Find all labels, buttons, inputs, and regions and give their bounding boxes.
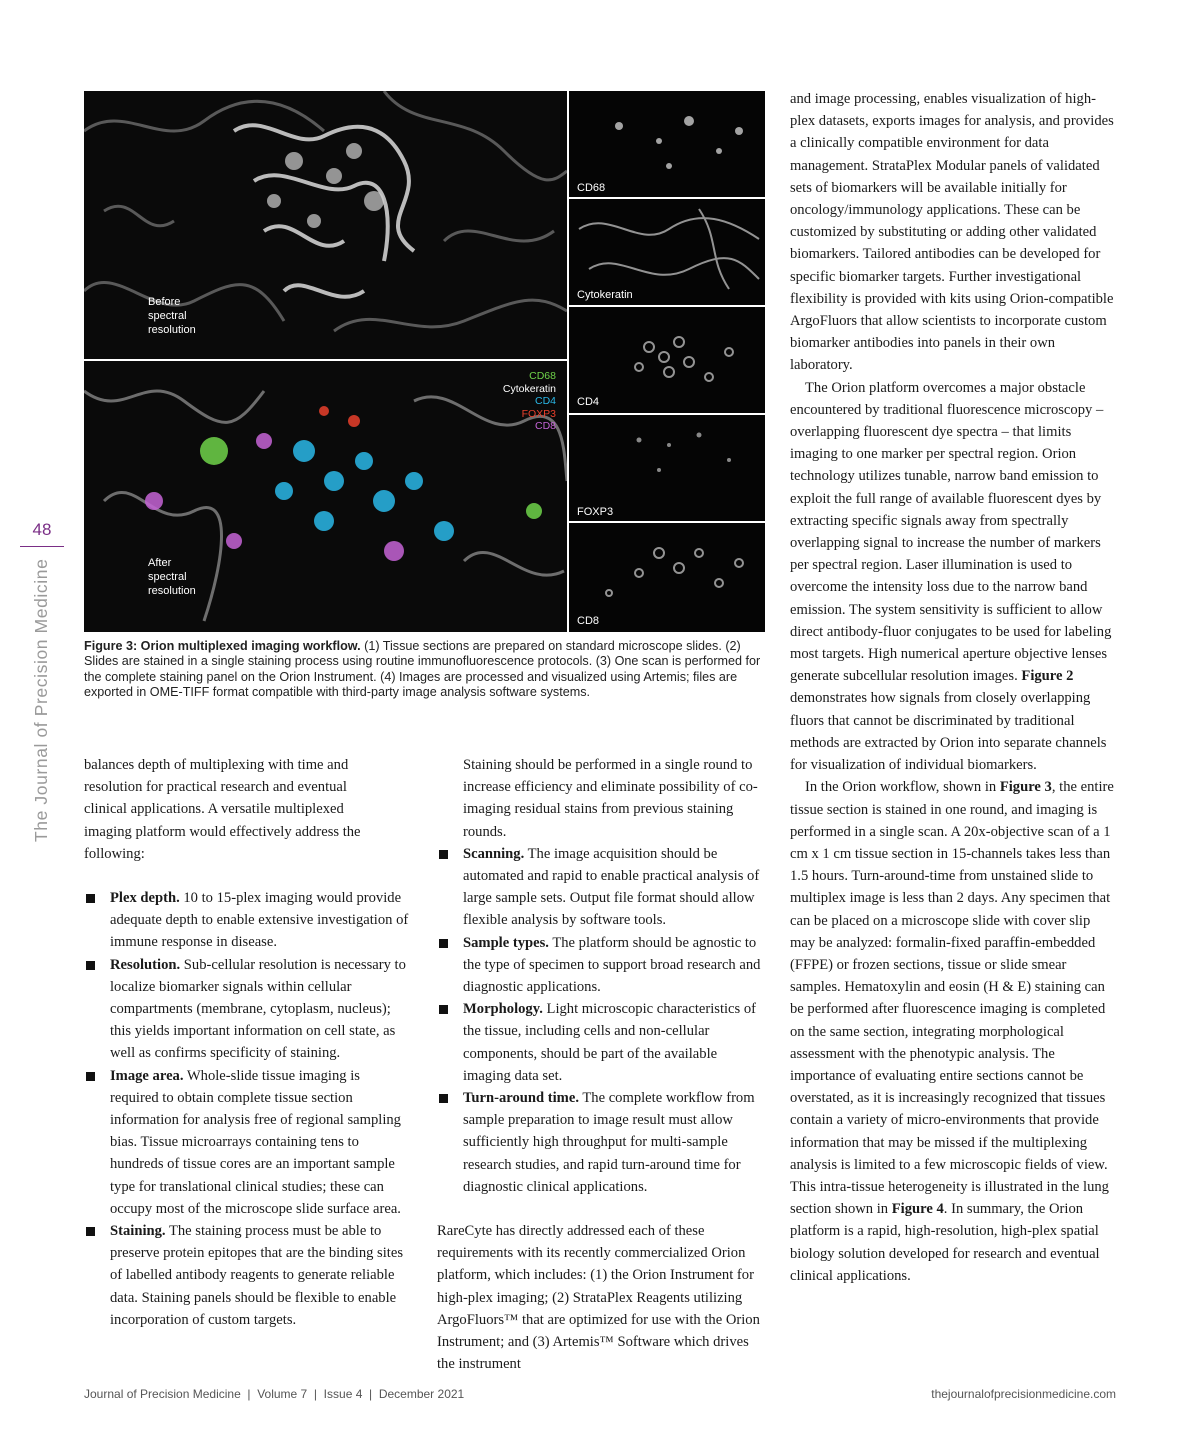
footer-website: thejournalofprecisionmedicine.com — [931, 1387, 1116, 1401]
page-number-rule — [20, 546, 64, 547]
figure-legend: CD68 Cytokeratin CD4 FOXP3 CD8 — [502, 370, 556, 433]
label-after-spectral: After spectral resolution — [148, 557, 196, 597]
text-column-2 — [437, 754, 763, 1375]
channel-panel-cytokeratin — [569, 199, 765, 305]
text-column-1 — [84, 754, 410, 1331]
page-number: 48 — [32, 520, 52, 539]
list-item: Staining. The staining process must be able to preserve protein epitopes that are the binding sites of labelled antibody reagents to generate reliable data. Staining panels should be flexible to enable incorporation of custom targets. — [84, 1220, 410, 1331]
channel-label-cd68: CD68 — [577, 182, 606, 194]
channel-label-cd4: CD4 — [577, 396, 600, 408]
figure-3-image — [84, 91, 765, 632]
footer-issue-info: Journal of Precision Medicine | Volume 7 | Issue 4 | December 2021 — [84, 1387, 465, 1401]
channel-panel-cd4 — [569, 307, 765, 413]
journal-vertical-title: The Journal of Precision Medicine — [31, 558, 51, 842]
col2-continued: Staining should be performed in a single round to increase efficiency and eliminate possibility of co-imaging residual stains from previous staining rounds. — [463, 757, 758, 840]
channel-label-foxp3: FOXP3 — [577, 506, 614, 518]
list-item: Image area. Whole-slide tissue imaging is required to obtain complete tissue section information for analysis free of regional sampling bias. Tissue microarrays containing tens to hundreds of tissue cores are an important sample type for translational clinical studies; these can occupy most of the microscope slide surface area. — [84, 1065, 410, 1220]
list-item: Scanning. The image acquisition should be automated and rapid to enable practical analysis of large sample sets. Output file format should allow flexible analysis by software tools. — [437, 843, 763, 932]
col1-intro: balances depth of multiplexing with time and resolution for practical research and eventual clinical applications. A versatile multiplexed imaging platform would effectively address the following: — [84, 757, 361, 862]
list-item: Morphology. Light microscopic characteristics of the tissue, including cells and non-cellular components, should be part of the available imaging data set. — [437, 998, 763, 1087]
col2-requirements-list — [437, 843, 763, 1198]
caption-body: (1) Tissue sections are prepared on standard microscope slides. (2) Slides are stained in a single staining process using routine immunofluorescence protocols. (3) One scan is performed for the complete staining panel on the Orion Instrument. (4) Images are processed and visualized using Artemis; files are exported in OME-TIFF format compatible with third-party image analysis software systems. — [84, 639, 761, 700]
list-item: Turn-around time. The complete workflow from sample preparation to image result must allow sufficiently high throughput for multi-sample research studies, and rapid turn-around time for diagnostic clinical applications. — [437, 1087, 763, 1198]
col3-paragraph-1: and image processing, enables visualization of high-plex datasets, exports images for analysis, and provides a clinically compatible environment for data management. StrataPlex Modular panels of validated sets of biomarkers will be available initially for oncology/immunology applications. These can be customized by substituting or adding other validated biomarkers. Tailored antibodies can be developed for specific biomarker targets. Further investigational flexibility is provided with kits using Orion-compatible ArgoFluors that allow scientists to incorporate custom biomarker antibodies into panels in their own laboratory. — [790, 91, 1114, 374]
channel-label-cytokeratin: Cytokeratin — [577, 289, 633, 301]
page-number-block — [20, 520, 64, 547]
caption-title: Figure 3: Orion multiplexed imaging workflow. — [84, 639, 361, 653]
list-item: Resolution. Sub-cellular resolution is necessary to localize biomarker signals within cellular compartments (membrane, cytoplasm, nucleus); this yields important information on cell state, as well as confirms specificity of staining. — [84, 954, 410, 1065]
col3-paragraph-3: In the Orion workflow, shown in Figure 3, the entire tissue section is stained in one round, and imaging is performed in a single scan. A 20x-objective scan of a 1 cm x 1 cm tissue section in 15-channels takes less than 1.5 hours. Turn-around-time from unstained slide to multiplex image is less than 2 days. Any specimen that can be placed on a microscope slide with cover slip may be analyzed: formalin-fixed paraffin-embedded (FFPE) or frozen sections, tissue or slide smear samples. Hematoxylin and eosin (H & E) staining can be performed after fluorescence imaging is completed on the same section, integrating morphological assessment with the phenotypic analysis. The importance of evaluating entire sections cannot be overstated, as it is increasingly recognized that tissues contain a variety of micro-environments that provide information that may be missed if the multiplexing analysis is limited to a few microscopic fields of view. This intra-tissue heterogeneity is illustrated in the lung section shown in Figure 4. In summary, the Orion platform is a rapid, high-resolution, high-plex spatial biology solution developed for research and eventual clinical applications. — [790, 779, 1114, 1284]
figure-caption — [84, 639, 764, 701]
col3-paragraph-2: The Orion platform overcomes a major obstacle encountered by traditional fluorescence microscopy – overlapping fluorescent dye spectra – that limits imaging to one marker per spectral region. Orion technology utilizes tunable, narrow band emission to exploit the full range of available fluorescent dyes by extracting specific signals away from spectrally overlapping signal to increase the number of markers per spectral region. Laser illumination is used to overcome the intensity loss due to the narrow band emission. The system sensitivity is sufficient to allow direct antibody-fluor conjugates to be used for labeling most targets. High numerical aperture objective lenses generate subcellular resolution images. Figure 2 demonstrates how signals from closely overlapping fluors that cannot be discriminated by traditional methods are extracted by Orion into separate channels for visualization of individual biomarkers. — [790, 379, 1112, 774]
label-before-spectral: Before spectral resolution — [148, 296, 196, 336]
list-item: Sample types. The platform should be agnostic to the type of specimen to support broad research and diagnostic applications. — [437, 932, 763, 999]
channel-panel-cd68 — [569, 91, 765, 197]
col1-requirements-list — [84, 887, 410, 1331]
main-panel-before — [84, 91, 567, 359]
channel-panel-cd8 — [569, 523, 765, 632]
list-item: Plex depth. 10 to 15-plex imaging would provide adequate depth to enable extensive investigation of immune response in disease. — [84, 887, 410, 954]
col2-paragraph: RareCyte has directly addressed each of these requirements with its recently commercialized Orion platform, which includes: (1) the Orion Instrument for high-plex imaging; (2) StrataPlex Reagents utilizing ArgoFluors™ that are optimized for use with the Orion Instrument; and (3) Artemis™ Software which drives the instrument — [437, 1223, 760, 1373]
channel-label-cd8: CD8 — [577, 615, 600, 627]
channel-panel-foxp3 — [569, 415, 765, 521]
text-column-3 — [790, 88, 1118, 1287]
main-panel-after — [84, 361, 567, 632]
